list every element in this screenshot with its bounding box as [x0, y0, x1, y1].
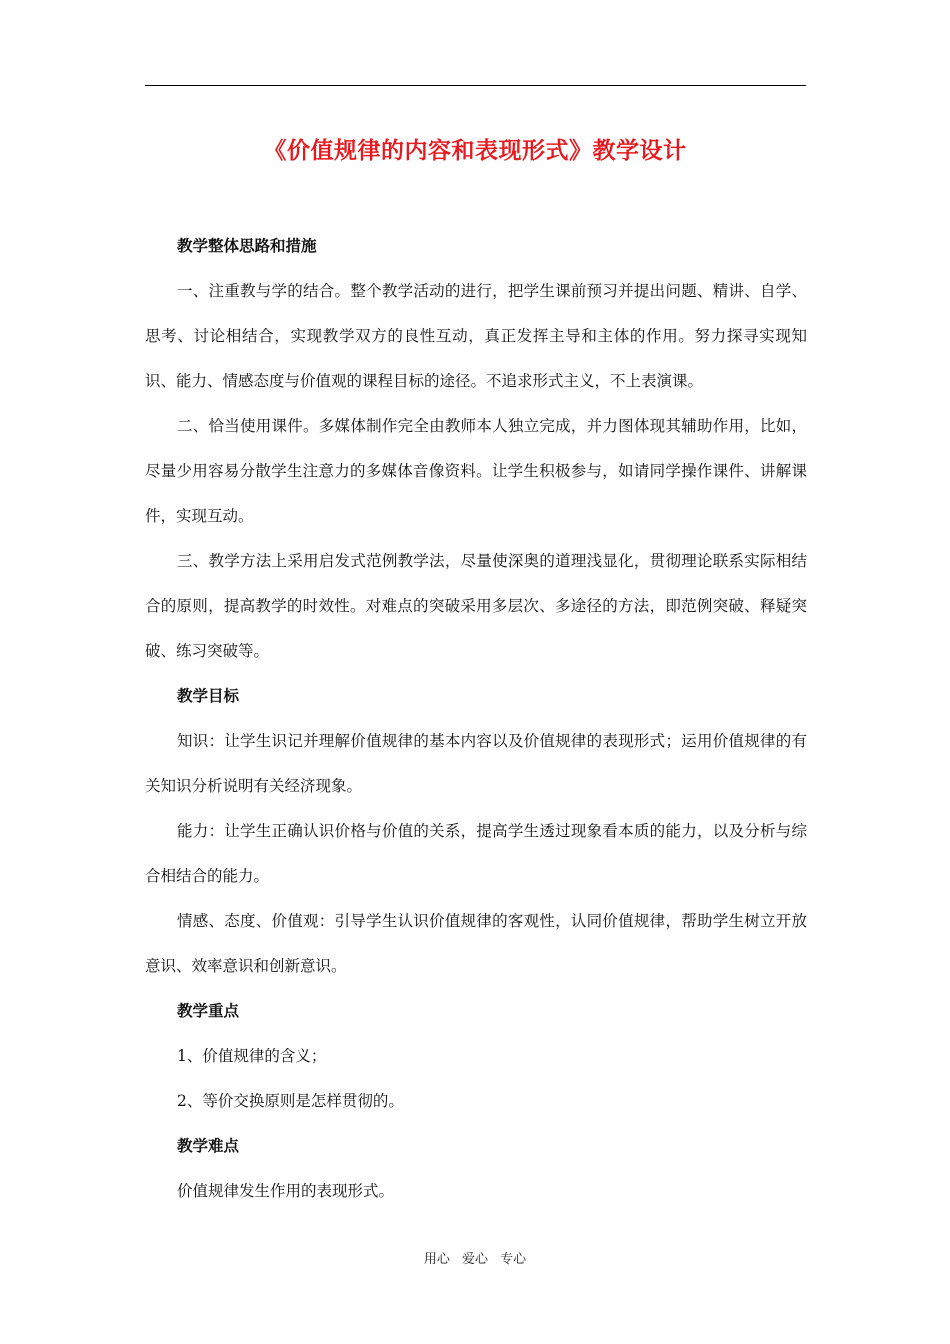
paragraph: 2、等价交换原则是怎样贯彻的。	[177, 1092, 404, 1110]
page-footer: 用心 爱心 专心	[423, 1252, 527, 1267]
paragraph: 一、注重教与学的结合。整个教学活动的进行，把学生课前预习并提出问题、精讲、自学、思考、讨论相结合，实现教学双方的良性互动，真正发挥主导和主体的作用。努力探寻实现知识、能力、情感态度与价值观的课程目标的途径。不追求形式主义，不上表演课。	[145, 282, 807, 390]
section-heading: 教学重点	[177, 1002, 240, 1020]
paragraph: 知识：让学生识记并理解价值规律的基本内容以及价值规律的表现形式；运用价值规律的有关知识分析说明有关经济现象。	[145, 732, 807, 795]
section-heading: 教学难点	[177, 1137, 240, 1155]
document-body	[145, 224, 807, 1214]
header-rule	[145, 85, 806, 86]
paragraph: 情感、态度、价值观：引导学生认识价值规律的客观性，认同价值规律，帮助学生树立开放意识、效率意识和创新意识。	[145, 912, 807, 975]
section-heading: 教学整体思路和措施	[177, 237, 317, 255]
paragraph: 三、教学方法上采用启发式范例教学法，尽量使深奥的道理浅显化，贯彻理论联系实际相结合的原则，提高教学的时效性。对难点的突破采用多层次、多途径的方法，即范例突破、释疑突破、练习突破等。	[145, 552, 807, 660]
paragraph: 1、价值规律的含义；	[177, 1047, 327, 1065]
paragraph: 价值规律发生作用的表现形式。	[177, 1182, 395, 1200]
paragraph: 能力：让学生正确认识价格与价值的关系，提高学生透过现象看本质的能力，以及分析与综合相结合的能力。	[145, 822, 807, 885]
paragraph: 二、恰当使用课件。多媒体制作完全由教师本人独立完成，并力图体现其辅助作用，比如，尽量少用容易分散学生注意力的多媒体音像资料。让学生积极参与，如请同学操作课件、讲解课件，实现互动。	[145, 417, 807, 525]
section-heading: 教学目标	[177, 687, 240, 705]
document-title: 《价值规律的内容和表现形式》教学设计	[263, 138, 687, 164]
